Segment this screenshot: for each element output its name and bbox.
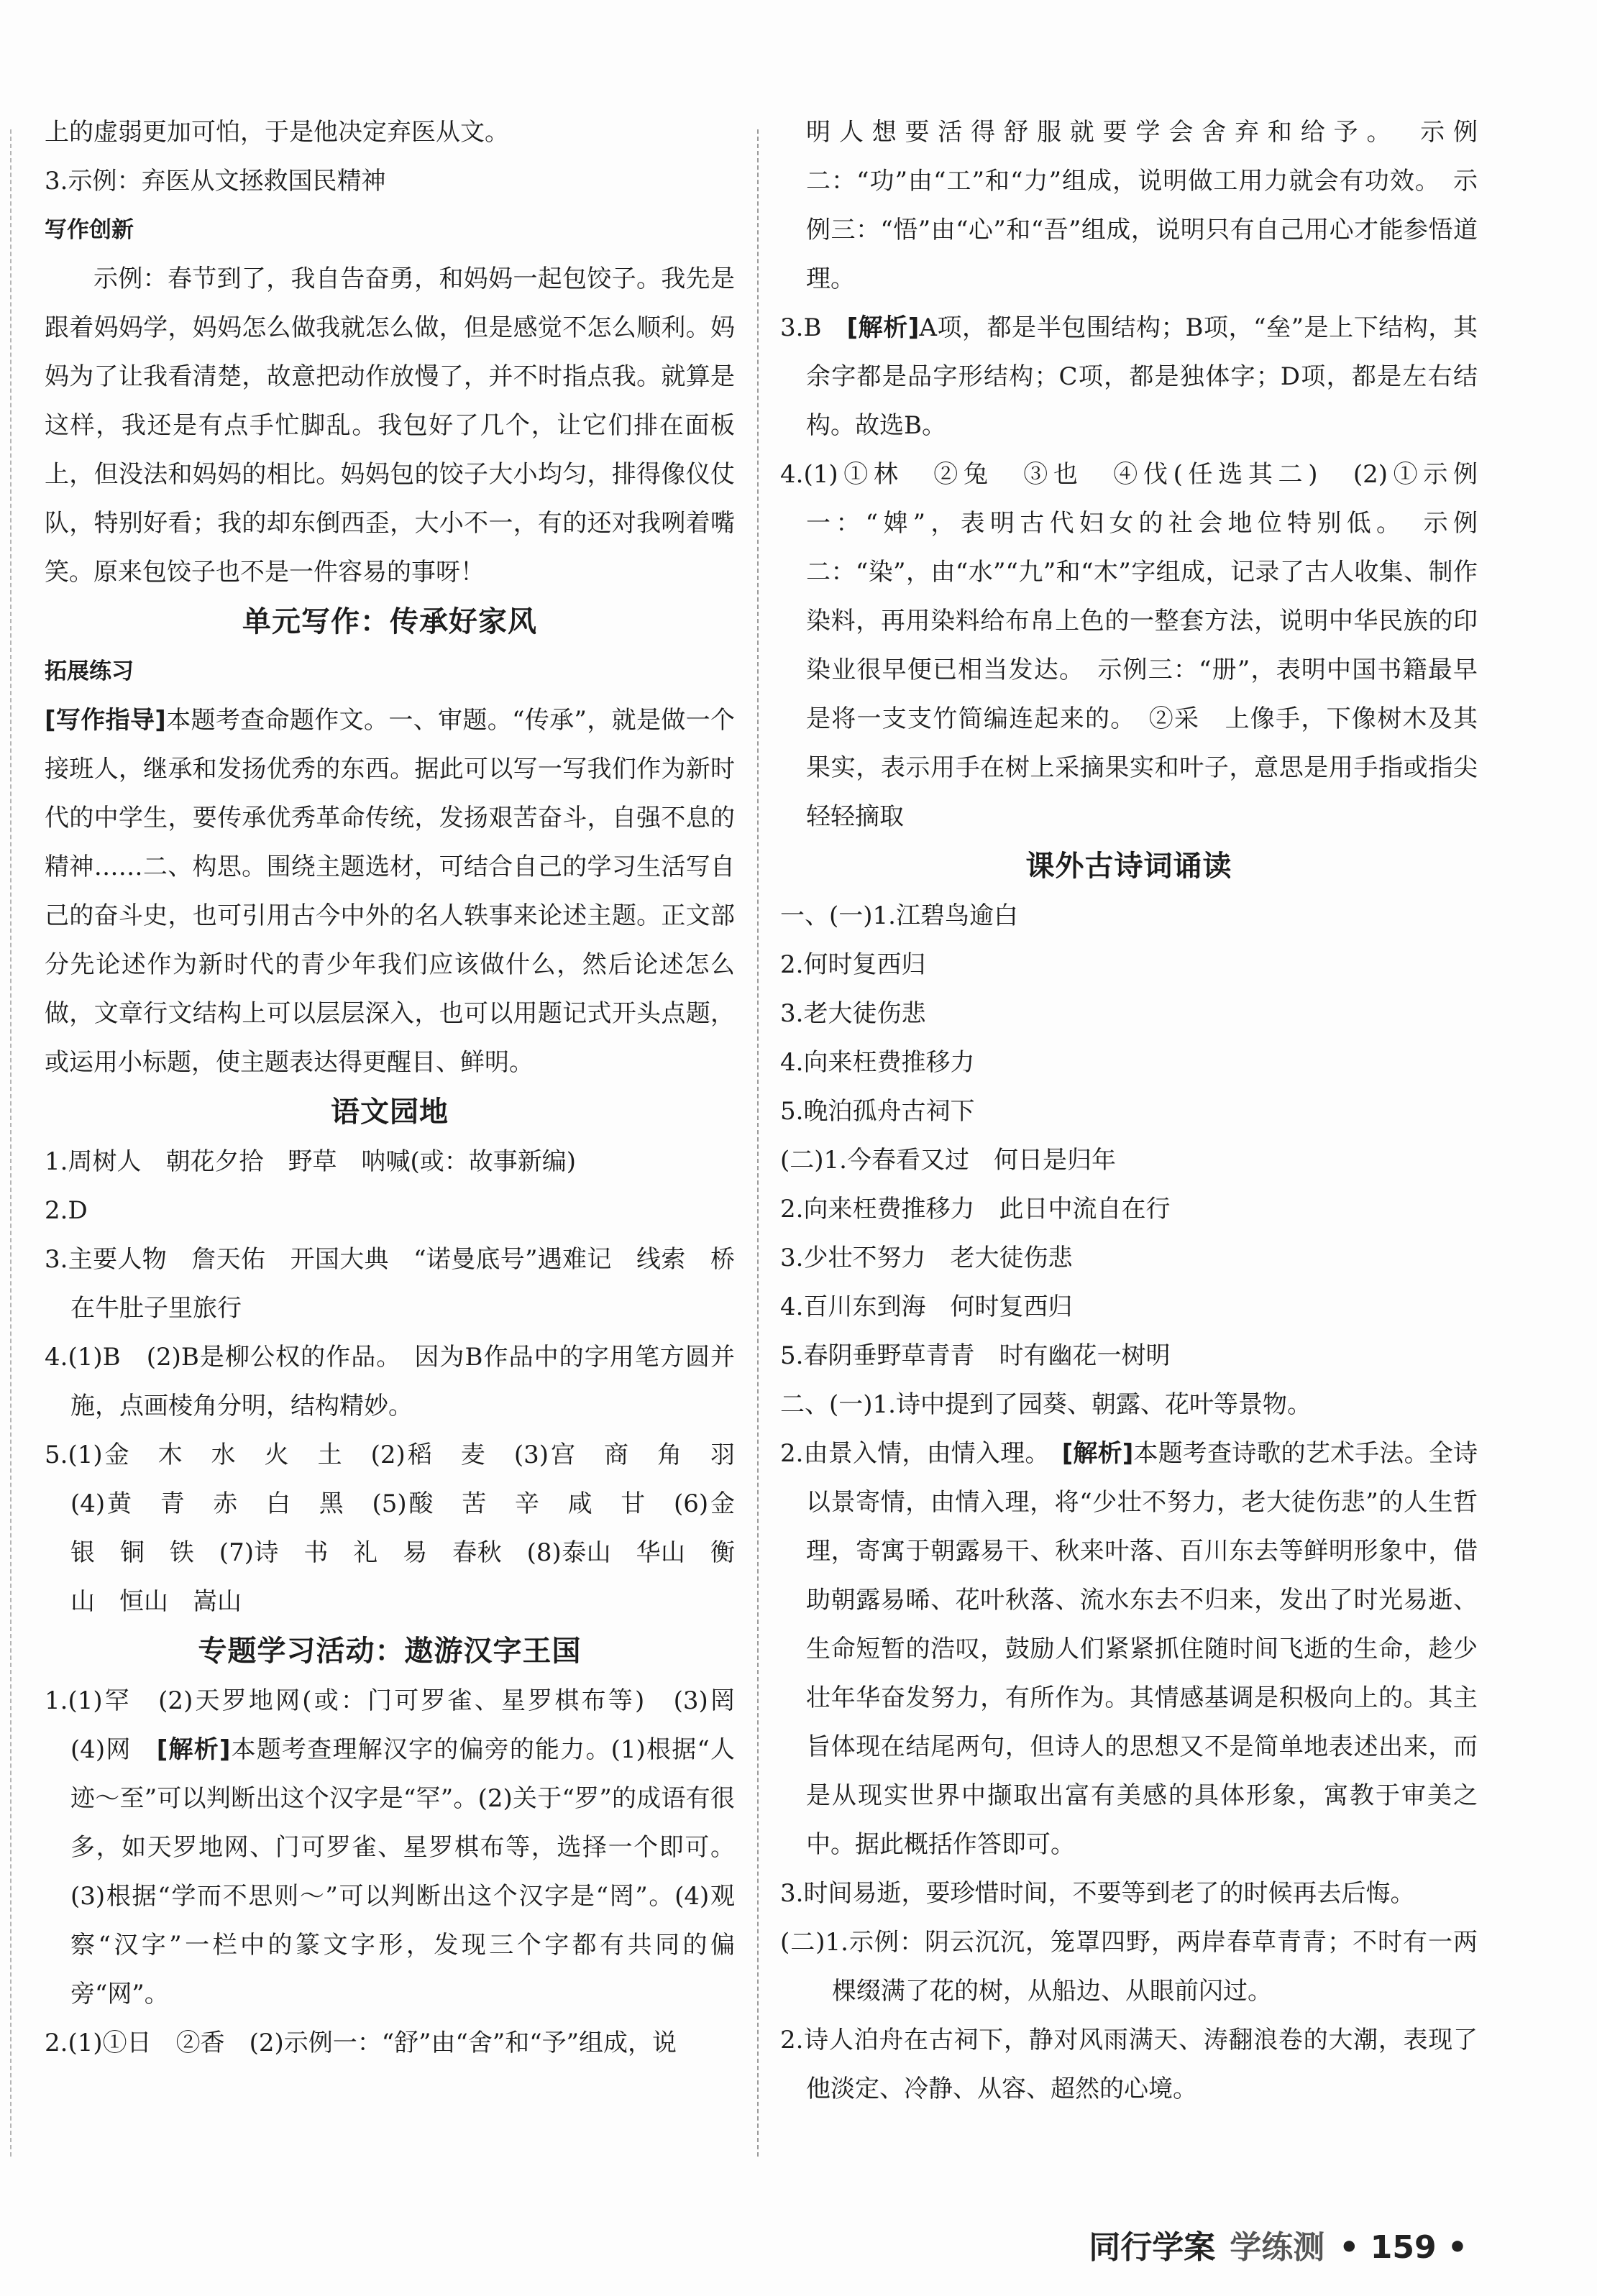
answer-text: 明人想要活得舒服就要学会舍弃和给予。 示例二：“功”由“工”和“力”组成，说明做工用力就会有功效。 示例三：“悟”由“心”和“吾”组成，说明只有自己用心才能参悟道理。 — [806, 118, 1478, 293]
answer-text: 1.(1)罕 (2)天罗地网(或：门可罗雀、星罗棋布等) (3)罔 (4)网 — [45, 1686, 759, 1764]
answer-item — [45, 1676, 759, 2019]
footer-brand: 同行学案 — [1089, 2229, 1216, 2266]
answer-item — [780, 1429, 1478, 1869]
subheading-extension: 拓展练习 — [45, 658, 134, 684]
answer-item: 二、(一)1.诗中提到了园葵、朝露、花叶等景物。 — [780, 1390, 1312, 1419]
footer-subtitle: 学练测 — [1230, 2229, 1325, 2266]
answer-item: 3.主要人物 詹天佑 开国大典 “诺曼底号”遇难记 线索 桥 在牛肚子里旅行 — [45, 1245, 759, 1323]
answer-item: 4.百川东到海 何时复西归 — [780, 1292, 1073, 1321]
sample-essay: 示例：春节到了，我自告奋勇，和妈妈一起包饺子。我先是跟着妈妈学，妈妈怎么做我就怎么做，但是感觉不怎么顺利。妈妈为了让我看清楚，故意把动作放慢了，并不时指点我。就算是这样，我还是有点手忙脚乱。我包好了几个，让它们排在面板上，但没法和妈妈的相比。妈妈包的饺子大小均匀，排得像仪仗队，特别好看；我的却东倒西歪，大小不一，有的还对我咧着嘴笑。原来包饺子也不是一件容易的事呀！ — [45, 265, 735, 587]
writing-guide-text: 本题考查命题作文。一、审题。“传承”，就是做一个接班人，继承和发扬优秀的东西。据此可以写一写我们作为新时代的中学生，要传承优秀革命传统，发扬艰苦奋斗，自强不息的精神……二、构思。围绕主题选材，可结合自己的学习生活写自己的奋斗史，也可引用古今中外的名人轶事来论述主题。正文部分先论述作为新时代的青少年我们应该做什么，然后论述怎么做，文章行文结构上可以层层深入，也可以用题记式开头点题，或运用小标题，使主题表达得更醒目、鲜明。 — [45, 706, 736, 1077]
margin-line — [10, 129, 12, 2157]
answer-item: 3.时间易逝，要珍惜时间，不要等到老了的时候再去后悔。 — [780, 1879, 1415, 1908]
section-title-unit-writing: 单元写作：传承好家风 — [242, 605, 537, 638]
column-divider — [757, 129, 759, 2157]
answer-item: 3.少壮不努力 老大徒伤悲 — [780, 1244, 1073, 1272]
writing-guide — [45, 696, 735, 1087]
analysis-text: A项，都是半包围结构；B项，“垒”是上下结构，其余字都是品字形结构；C项，都是独体字；D项，都是左右结构。故选B。 — [806, 313, 1478, 440]
section-title-topic: 专题学习活动：遨游汉字王国 — [198, 1635, 582, 1668]
answer-item: 5.晚泊孤舟古祠下 — [780, 1097, 975, 1126]
answer-item: 3.老大徒伤悲 — [780, 999, 926, 1028]
answer-item — [780, 303, 1478, 450]
answer-text: 3.B — [780, 313, 847, 342]
answer-item: 2.D — [45, 1196, 88, 1225]
answer-item: 4.(1)B (2)B是柳公权的作品。 因为B作品中的字用笔方圆并施，点画棱角分明，结构精妙。 — [45, 1343, 735, 1420]
answer-item: 1.周树人 朝花夕拾 野草 呐喊(或：故事新编) — [45, 1147, 576, 1176]
analysis-text: 本题考查诗歌的艺术手法。全诗以景寄情，由情入理，将“少壮不努力，老大徒伤悲”的人生哲理，寄寓于朝露易干、秋来叶落、百川东去等鲜明形象中，借助朝露易晞、花叶秋落、流水东去不归来，发出了时光易逝、生命短暂的浩叹，鼓励人们紧紧抓住随时间飞逝的生命，趁少壮年华奋发努力，有所作为。其情感基调是积极向上的。其主旨体现在结尾两句，但诗人的思想又不是简单地表述出来，而是从现实世界中撷取出富有美感的具体形象，寓教于审美之中。据此概括作答即可。 — [806, 1439, 1478, 1859]
answer-item: 2.(1)①日 ②香 (2)示例一：“舒”由“舍”和“予”组成，说 — [45, 2029, 677, 2057]
answer-item: 4.(1)①林 ②兔 ③也 ④伐(任选其二) (2)①示例一：“婢”，表明古代妇女的社会地位特别低。 示例二：“染”，由“水”“九”和“木”字组成，记录了古人收集、制作染料，再用染料给布帛上色的一整套方法，说明中华民族的印染业很早便已相当发达。 示例三：“册”，表明中国书籍最早是将一支支竹简编连起来的。 ②采 上像手，下像树木及其果实，表示用手在树上采摘果实和叶子，意思是用手指或指尖轻轻摘取 — [780, 460, 1478, 831]
subheading-writing: 写作创新 — [45, 217, 134, 243]
left-column — [45, 108, 759, 2067]
answer-item: (二)1.示例：阴云沉沉，笼罩四野，两岸春草青青；不时有一两棵缀满了花的树，从船边、从眼前闪过。 — [780, 1928, 1478, 2006]
section-title-garden: 语文园地 — [331, 1096, 449, 1129]
label-tag: [解析] — [846, 313, 920, 342]
answer-item: 2.向来枉费推移力 此日中流自在行 — [780, 1195, 1171, 1223]
answer-item: (二)1.今春看又过 何日是归年 — [780, 1146, 1116, 1175]
section-title-poems: 课外古诗词诵读 — [1025, 850, 1232, 883]
page-footer — [1089, 2221, 1468, 2267]
answer-item: 5.(1)金 木 水 火 土 (2)稻 麦 (3)宫 商 角 羽 (4)黄 青 赤 白 黑 (5)酸 苦 辛 咸 甘 (6)金 银 铜 铁 (7)诗 书 礼 易 春秋 (8)泰山 华山 衡山 恒山 嵩山 — [45, 1441, 759, 1616]
label-tag: [写作指导] — [45, 706, 166, 735]
label-tag: [解析] — [156, 1735, 231, 1764]
answer-item: 3.示例：弃医从文拯救国民精神 — [45, 167, 386, 196]
page-number: • 159 • — [1339, 2229, 1468, 2266]
right-column — [780, 108, 1478, 2113]
answer-item: 2.何时复西归 — [780, 950, 926, 979]
answer-item: 2.诗人泊舟在古祠下，静对风雨满天、涛翻浪卷的大潮，表现了他淡定、冷静、从容、超然的心境。 — [780, 2026, 1478, 2103]
answer-text: 上的虚弱更加可怕，于是他决定弃医从文。 — [45, 118, 509, 147]
answer-item: 一、(一)1.江碧鸟逾白 — [780, 901, 1018, 930]
label-tag: [解析] — [1061, 1439, 1134, 1468]
answer-text: 2.由景入情，由情入理。 — [780, 1439, 1062, 1468]
answer-item: 4.向来枉费推移力 — [780, 1048, 975, 1077]
answer-item: 5.春阴垂野草青青 时有幽花一树明 — [780, 1341, 1171, 1370]
analysis-text: 本题考查理解汉字的偏旁的能力。(1)根据“人迹～至”可以判断出这个汉字是“罕”。(2)关于“罗”的成语有很多，如天罗地网、门可罗雀、星罗棋布等，选择一个即可。(3)根据“学而不思则～”可以判断出这个汉字是“罔”。(4)观察“汉字”一栏中的篆文字形，发现三个字都有共同的偏旁“网”。 — [70, 1735, 735, 2008]
